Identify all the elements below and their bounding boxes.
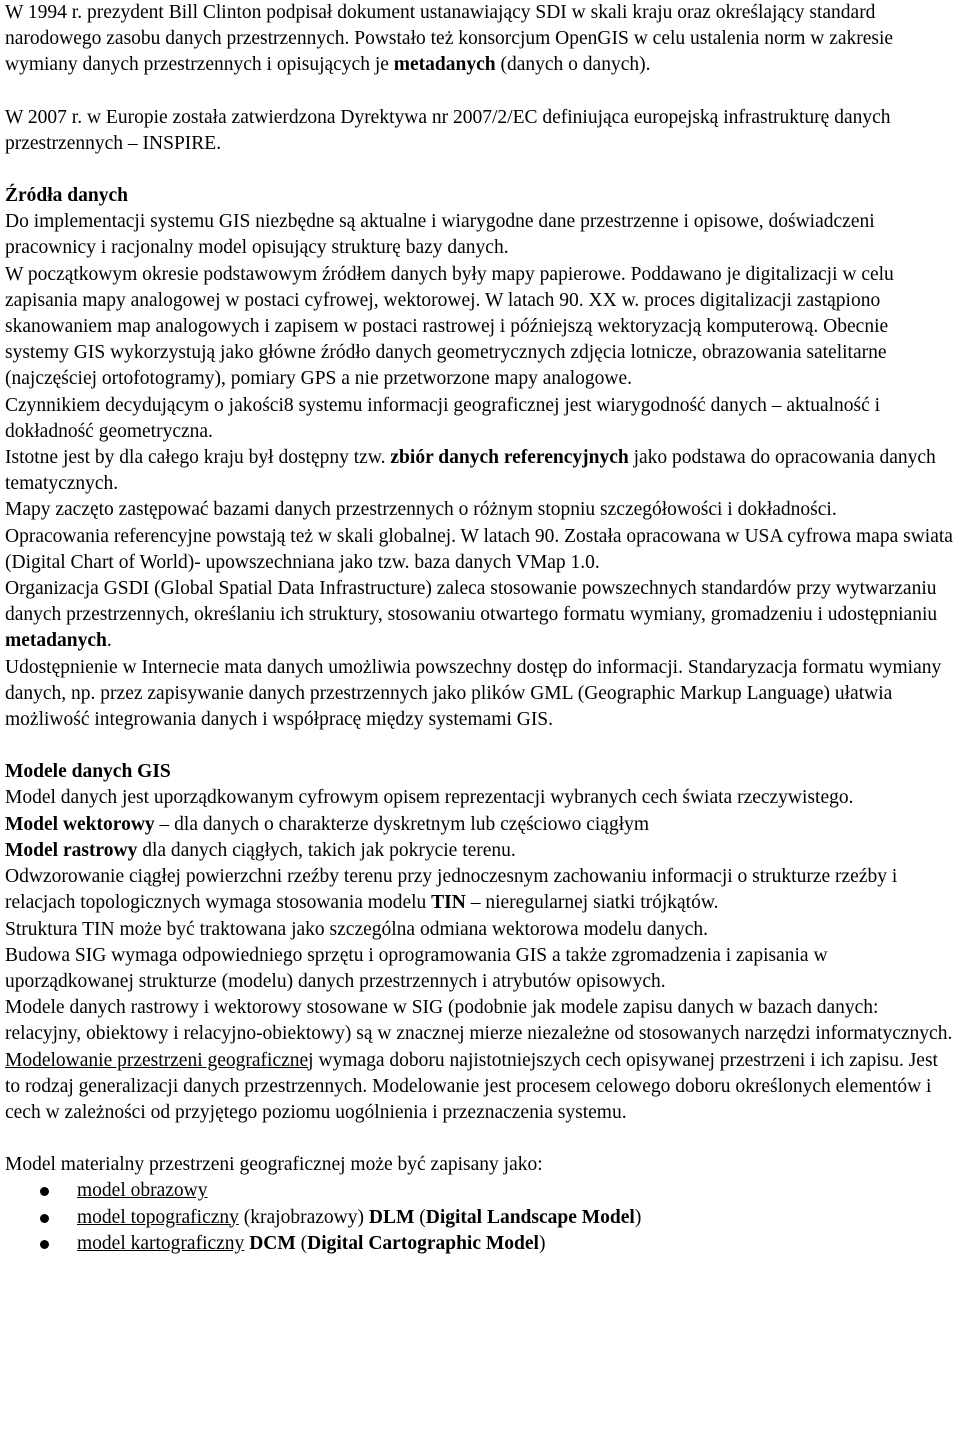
raster-model-term: Model rastrowy <box>5 839 138 861</box>
metadata-term: metadanych <box>393 54 496 76</box>
acronym: DCM <box>249 1232 296 1254</box>
material-model-intro: Model materialny przestrzeni geograficznej może być zapisany jako: <box>5 1154 543 1176</box>
list-item-term: model kartograficzny <box>77 1232 245 1254</box>
models-paragraph-6: Budowa SIG wymaga odpowiedniego sprzętu i oprogramowania GIS a także zgromadzenia i zapisania w uporządkowanej strukturze (modelu) danych przestrzennych i atrybutów opisowych. <box>5 944 828 992</box>
text-run: – nieregularnej siatki trójkątów. <box>465 892 719 914</box>
text-run: Odwzorowanie ciągłej powierzchni rzeźby terenu przy jednoczesnym zachowaniu informacji o strukturze rzeźby i relacjach topologicznych wymaga stosowania modelu <box>5 866 898 914</box>
sources-paragraph-3: Czynnikiem decydującym o jakości8 systemu informacji geograficznej jest wiarygodność danych – aktualność i dokładność geometryczna. <box>5 394 881 442</box>
material-model-list <box>5 1178 956 1257</box>
models-paragraph-2 <box>5 812 956 838</box>
text-run: Organizacja GSDI (Global Spatial Data Infrastructure) zaleca stosowanie powszechnych standardów przy wytwarzaniu danych przestrzennych, określaniu ich struktury, stosowaniu otwartego formatu wymiany, gromadzeniu i udostępnianiu <box>5 578 938 626</box>
geographic-modeling-term: Modelowanie przestrzeni geograficznej <box>5 1049 314 1071</box>
section-title-sources: Źródła danych <box>5 185 128 207</box>
text-run: jako podstawa do opracowania danych tematycznych. <box>5 447 936 495</box>
text-run: ( <box>295 1232 308 1254</box>
text-run: dla danych ciągłych, takich jak pokrycie terenu. <box>137 839 516 861</box>
spacer <box>5 157 956 183</box>
reference-data-term: zbiór danych referencyjnych <box>390 447 629 469</box>
list-item <box>5 1178 956 1204</box>
list-item <box>5 1205 956 1231</box>
text-run: (krajobrazowy) <box>238 1206 369 1228</box>
sources-paragraph-7 <box>5 576 956 655</box>
text-run: ) <box>538 1232 546 1254</box>
sources-paragraph-5: Mapy zaczęto zastępować bazami danych przestrzennych o różnym stopniu szczegółowości i dokładności. <box>5 499 837 521</box>
text-run: . <box>106 630 112 652</box>
sources-paragraph-6: Opracowania referencyjne powstają też w skali globalnej. W latach 90. Została opracowana w USA cyfrowa mapa swiata (Digital Chart of World)- upowszechniana jako tzw. baza danych VMap 1.0. <box>5 525 953 573</box>
intro-text: W 1994 r. prezydent Bill Clinton podpisał dokument ustanawiający SDI w skali kraju oraz określający standard narodowego zasobu danych przestrzennych. Powstało też konsorcjum OpenGIS w celu ustalenia norm w zakresie wymiany danych przestrzennych i opisujących je <box>5 2 894 76</box>
tin-term: TIN <box>431 892 466 914</box>
text-run: Istotne jest by dla całego kraju był dostępny tzw. <box>5 447 391 469</box>
spacer <box>5 79 956 105</box>
spacer <box>5 1126 956 1152</box>
models-paragraph-4 <box>5 864 956 916</box>
expansion: Digital Cartographic Model <box>307 1232 539 1254</box>
sources-paragraph-4 <box>5 445 956 497</box>
sources-paragraph-8: Udostępnienie w Internecie mata danych umożliwia powszechny dostęp do informacji. Standaryzacja formatu wymiany danych, np. przez zapisywanie danych przestrzennych jako plików GML (Geographic Markup Language) ułatwia możliwość integrowania danych i współpracę między systemami GIS. <box>5 656 942 731</box>
bullet-icon <box>40 1187 49 1196</box>
models-paragraph-8 <box>5 1048 956 1127</box>
models-paragraph-3 <box>5 838 956 864</box>
vector-model-term: Model wektorowy <box>5 813 155 835</box>
models-paragraph-7: Modele danych rastrowy i wektorowy stosowane w SIG (podobnie jak modele zapisu danych w bazach danych: relacyjny, obiektowy i relacyjno-obiektowy) są w znacznej mierze niezależne od stosowanych narzędzi informatycznych. <box>5 997 953 1045</box>
list-item-term: model topograficzny <box>77 1206 239 1228</box>
text-run: ) <box>634 1206 642 1228</box>
models-paragraph-1: Model danych jest uporządkowanym cyfrowym opisem reprezentacji wybranych cech świata rzeczywistego. <box>5 787 854 809</box>
list-item <box>5 1231 956 1257</box>
acronym: DLM <box>368 1206 415 1228</box>
bullet-icon <box>40 1214 49 1223</box>
intro-paragraph-2: W 2007 r. w Europie została zatwierdzona Dyrektywa nr 2007/2/EC definiująca europejską infrastrukturę danych przestrzennych – INSPIRE. <box>5 106 891 154</box>
section-title-models: Modele danych GIS <box>5 761 171 783</box>
intro-paragraph-1 <box>5 0 956 79</box>
bullet-icon <box>40 1240 49 1249</box>
models-paragraph-5: Struktura TIN może być traktowana jako szczególna odmiana wektorowa modelu danych. <box>5 918 709 940</box>
text-run: ( <box>414 1206 426 1228</box>
expansion: Digital Landscape Model <box>425 1206 635 1228</box>
intro-text-end: (danych o danych). <box>495 54 651 76</box>
text-run: – dla danych o charakterze dyskretnym lub częściowo ciągłym <box>154 813 650 835</box>
metadata-term: metadanych <box>5 630 107 652</box>
spacer <box>5 733 956 759</box>
list-item-term: model obrazowy <box>77 1180 208 1202</box>
text-run: wymaga doboru najistotniejszych cech opisywanej przestrzeni i ich zapisu. Jest to rodzaj generalizacji danych przestrzennych. Modelowanie jest procesem celowego doboru określonych elementów i cech w zależności od przyjętego poziomu uogólnienia i przeznaczenia systemu. <box>5 1049 938 1123</box>
sources-paragraph-1: Do implementacji systemu GIS niezbędne są aktualne i wiarygodne dane przestrzenne i opisowe, doświadczeni pracownicy i racjonalny model opisujący strukturę bazy danych. <box>5 211 875 259</box>
sources-paragraph-2: W początkowym okresie podstawowym źródłem danych były mapy papierowe. Poddawano je digitalizacji w celu zapisania mapy analogowej w postaci cyfrowej, wektorowej. W latach 90. XX w. proces digitalizacji zastąpiono skanowaniem map analogowych i zapisem w postaci rastrowej i późniejszą wektoryzacją komputerową. Obecnie systemy GIS wykorzystują jako główne źródło danych geometrycznych zdjęcia lotnicze, obrazowania satelitarne (najczęściej ortofotogramy), pomiary GPS a nie przetworzone mapy analogowe. <box>5 263 894 390</box>
